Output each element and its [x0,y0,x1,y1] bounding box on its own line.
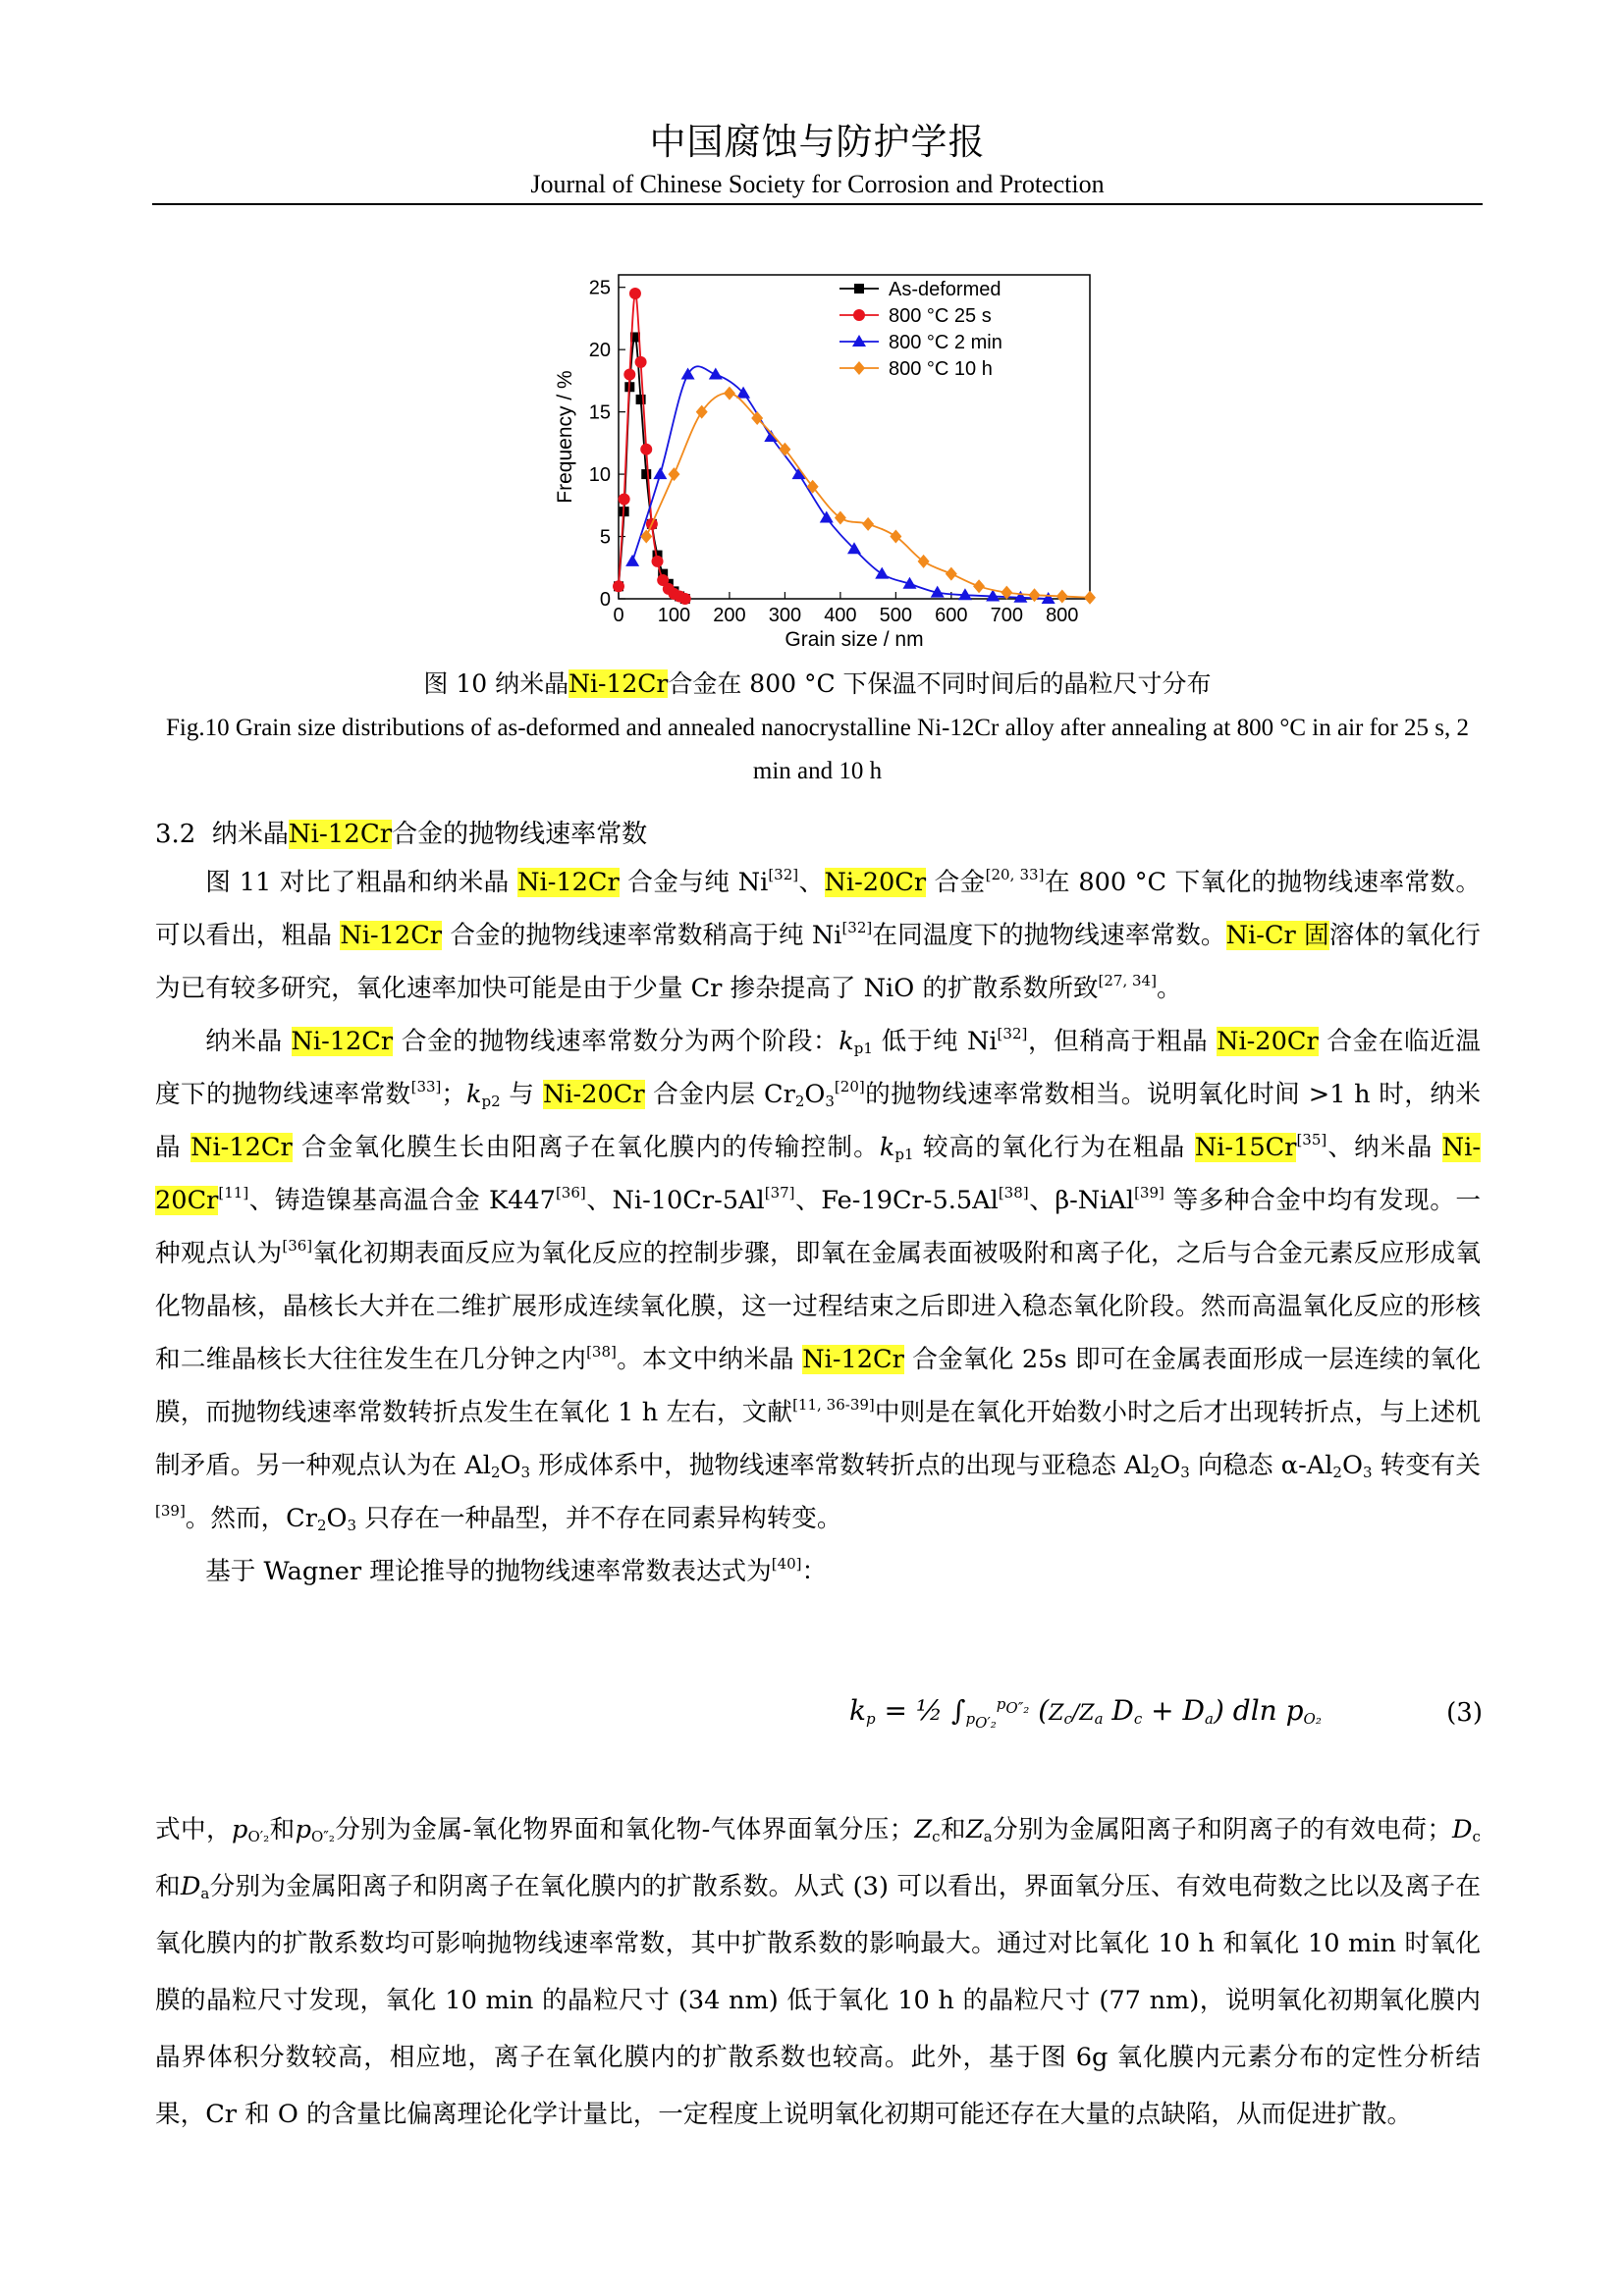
body-paragraphs [155,856,1481,1598]
series-line-1 [619,294,685,599]
figure-caption-en: Fig.10 Grain size distributions of as-deformed and annealed nanocrystalline Ni-12Cr alloy after annealing at 800 °C in air for 25 s, 2 min and 10 h [165,715,1469,784]
paragraph-1: 图 11 对比了粗晶和纳米晶 Ni-12Cr 合金与纯 Ni[32]、Ni-20Cr 合金[20, 33]在 800 °C 下氧化的抛物线速率常数。可以看出，粗晶 Ni-12Cr 合金的抛物线速率常数稍高于纯 Ni[32]在同温度下的抛物线速率常数。Ni-Cr 固溶体的氧化行为已有较多研究，氧化速率加快可能是由于少量 Cr 掺杂提高了 NiO 的扩散系数所致[27, 34]。 [155,866,1481,1003]
x-tick-label: 100 [657,605,691,626]
legend-marker [853,309,865,321]
x-tick-label: 700 [990,605,1023,626]
data-point-2 [709,368,723,380]
data-point-3 [918,555,930,568]
series-line-2 [632,366,1049,599]
journal-title-en: Journal of Chinese Society for Corrosion and Protection [530,170,1105,198]
series-line-3 [646,393,1090,597]
y-tick-label: 0 [599,589,611,611]
x-tick-label: 800 [1046,605,1079,626]
data-point-1 [640,444,652,455]
y-tick-label: 15 [588,401,611,424]
journal-header [152,118,1483,202]
body-paragraph-after-eq [155,1801,1481,2143]
legend-marker [854,284,864,294]
data-point-3 [835,511,846,525]
header-rule [152,203,1483,205]
x-tick-label: 600 [935,605,968,626]
legend-label: 800 °C 10 h [889,358,993,380]
figure-caption-cn: 图 10 纳米晶Ni-12Cr合金在 800 °C 下保温不同时间后的晶粒尺寸分布 [423,669,1212,698]
x-tick-label: 0 [613,605,624,626]
legend-label: As-deformed [889,279,1001,300]
grain-size-chart [511,265,1110,648]
x-tick-label: 500 [879,605,913,626]
y-tick-label: 25 [588,277,611,299]
data-point-3 [862,517,874,531]
data-point-0 [641,469,651,479]
y-tick-label: 10 [588,464,611,487]
data-point-3 [973,579,985,593]
legend-marker [852,335,866,347]
section-heading: 3.2 纳米晶Ni-12Cr合金的抛物线速率常数 [155,820,648,849]
data-point-3 [1029,588,1041,602]
journal-title-cn: 中国腐蚀与防护学报 [649,121,986,163]
data-point-3 [724,387,735,400]
equation-3 [152,1688,1483,1757]
data-point-2 [625,555,639,566]
data-point-1 [679,593,691,605]
legend-label: 800 °C 2 min [889,332,1002,353]
legend-label: 800 °C 25 s [889,305,992,327]
data-point-1 [652,556,664,567]
data-point-3 [1056,589,1068,603]
paragraph-4: 式中，$p_{O'_2}$和$p_{O''_2}$分别为金属-氧化物界面和氧化物-气体界面氧分压；$Z_c$和$Z_a$分别为金属阳离子和阴离子的有效电荷；$D_c$和$D_a$分别为金属阳离子和阴离子在氧化膜内的扩散系数。从式 (3) 可以看出，界面氧分压、有效电荷数之比以及离子在氧化膜内的扩散系数均可影响抛物线速率常数，其中扩散系数的影响最大。通过对比氧化 10 h 和氧化 10 min 时氧化膜的晶粒尺寸发现，氧化 10 min 的晶粒尺寸 (34 nm) 低于氧化 10 h 的晶粒尺寸 (77 nm)，说明氧化初期氧化膜内晶界体积分数较高，相应地，离子在氧化膜内的扩散系数也较高。此外，基于图 6g 氧化膜内元素分布的定性分析结果，Cr 和 O 的含量比偏离理论化学计量比，一定程度上说明氧化初期可能还存在大量的点缺陷，从而促进扩散。 [155,1815,1481,2129]
paragraph-2: 纳米晶 Ni-12Cr 合金的抛物线速率常数分为两个阶段：$k_{p1}$ 低于纯 Ni[32]，但稍高于粗晶 Ni-20Cr 合金在临近温度下的抛物线速率常数[33]；$k_{p2}$ 与 Ni-20Cr 合金内层 $Cr_2O_3[20]$的抛物线速率常数相当。说明氧化时间 >1 h 时，纳米晶 Ni-12Cr 合金氧化膜生长由阳离子在氧化膜内的传输控制。$k_{p1}$ 较高的氧化行为在粗晶 Ni-15Cr[35]、纳米晶 Ni-20Cr[11]、铸造镍基高温合金 K447[36]、Ni-10Cr-5Al[37]、Fe-19Cr-5.5Al[38]、β-NiAl[39] 等多种合金中均有发现。一种观点认为[36]氧化初期表面反应为氧化反应的控制步骤，即氧在金属表面被吸附和离子化，之后与合金元素反应形成氧化物晶核，晶核长大并在二维扩展形成连续氧化膜，这一过程结束之后即进入稳态氧化阶段。然而高温氧化反应的形核和二维晶核长大往往发生在几分钟之内[38]。本文中纳米晶 Ni-12Cr 合金氧化 25s 即可在金属表面形成一层连续的氧化膜，而抛物线速率常数转折点发生在氧化 1 h 左右，文献[11, 36-39]中则是在氧化开始数小时之后才出现转折点，与上述机制矛盾。另一种观点认为在 $Al_2O_3$ 形成体系中，抛物线速率常数转折点的出现与亚稳态 $Al_2O_3$ 向稳态 $\alpha-Al_2O_3$ 转变有关[39]。然而，$Cr_2O_3$ 只存在一种晶型，并不存在同素异构转变。 [155,1025,1482,1534]
data-point-1 [619,493,630,505]
y-tick-label: 20 [588,340,611,362]
caption-alloy-highlight: Ni-12Cr [568,669,669,698]
x-axis-label: Grain size / nm [785,628,924,648]
data-point-2 [875,567,889,579]
legend-marker [853,361,865,375]
data-point-2 [820,511,834,523]
x-tick-label: 300 [768,605,802,626]
data-point-2 [653,467,667,479]
data-point-1 [635,356,647,368]
y-tick-label: 5 [599,526,611,549]
equation-number: (3) [1446,1698,1483,1728]
x-tick-label: 200 [713,605,746,626]
data-point-1 [623,369,635,381]
data-point-3 [890,530,901,544]
data-point-3 [946,567,957,581]
paragraph-3: 基于 Wagner 理论推导的抛物线速率常数表达式为[40]： [205,1555,828,1586]
y-axis-label: Frequency / % [554,370,576,504]
data-point-3 [668,467,679,481]
data-point-1 [629,288,641,299]
equation-body: $k_p$ = ½ $\int_{p_{O'_2}}^{p_{O''_2}}$ ($Z_c/Z_a$ $D_c + D_a$) dln $p_{O_2}$ [849,1694,1322,1732]
data-point-1 [613,580,624,592]
x-tick-label: 400 [824,605,857,626]
data-point-3 [1084,591,1096,605]
